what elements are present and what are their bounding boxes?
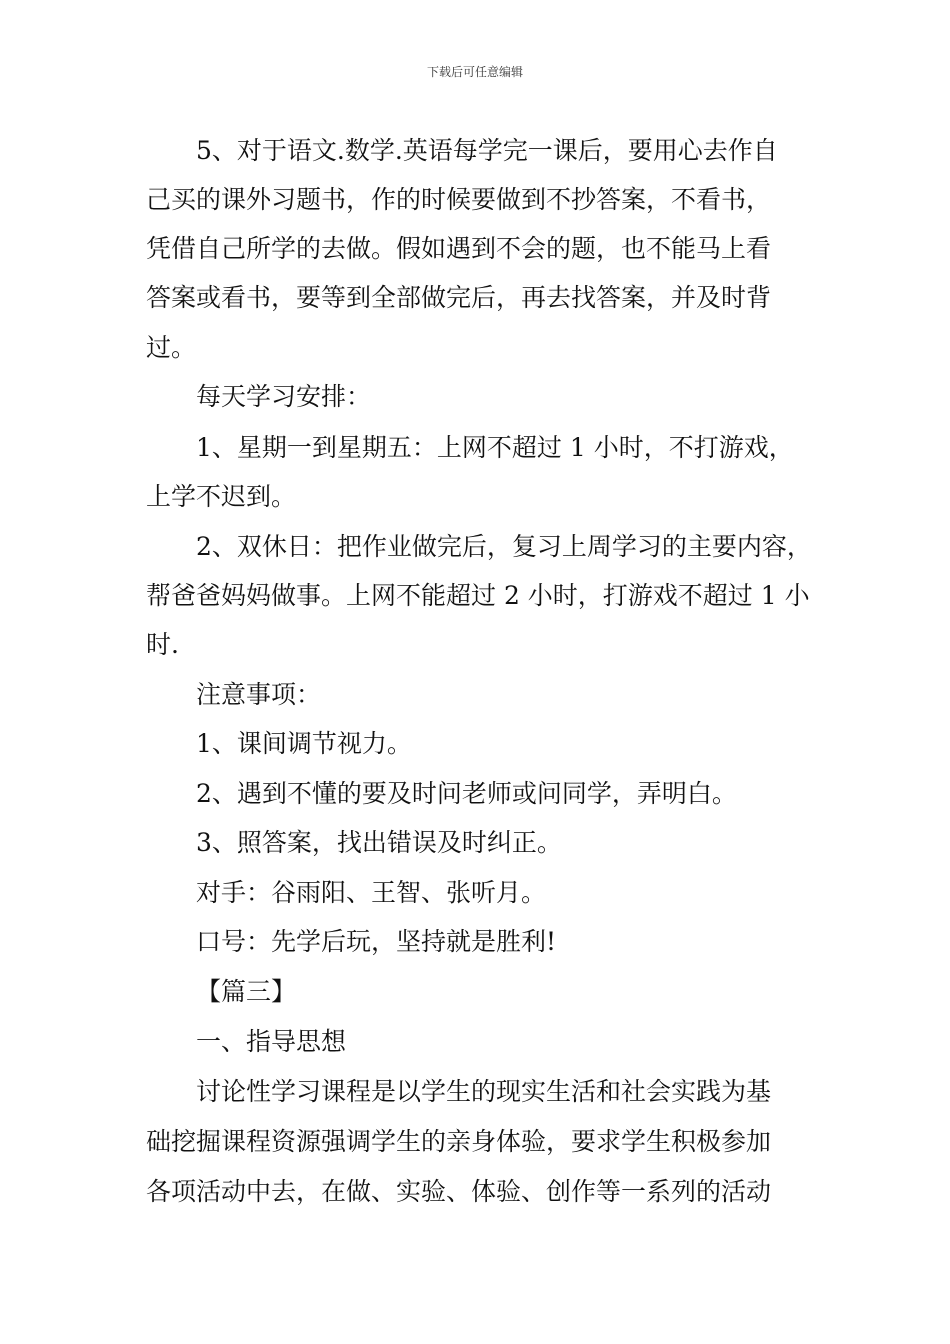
text-line: 础挖掘课程资源强调学生的亲身体验，要求学生积极参加: [146, 1127, 772, 1156]
text-line: 过。: [146, 333, 197, 362]
list-item: 3、照答案，找出错误及时纠正。: [196, 828, 562, 857]
list-item: 2、遇到不懂的要及时问老师或问同学，弄明白。: [196, 779, 737, 808]
section-heading: 注意事项：: [196, 680, 322, 709]
text-line: 5、对于语文.数学.英语每学完一课后，要用心去作自: [196, 136, 778, 165]
text-line: 1、星期一到星期五：上网不超过 1 小时，不打游戏，: [196, 433, 794, 462]
text-line: 各项活动中去，在做、实验、体验、创作等一系列的活动: [146, 1177, 772, 1206]
text-line: 时.: [146, 630, 179, 659]
text-line: 上学不迟到。: [146, 482, 297, 511]
chapter-heading: 【篇三】: [196, 977, 297, 1006]
text-line: 己买的课外习题书，作的时候要做到不抄答案，不看书，: [146, 185, 772, 214]
text-line: 对手：谷雨阳、王智、张听月。: [196, 878, 547, 907]
text-line: 答案或看书，要等到全部做完后，再去找答案，并及时背: [146, 283, 772, 312]
page-header: 下载后可任意编辑: [426, 65, 523, 79]
section-heading: 每天学习安排：: [196, 382, 372, 411]
list-item: 1、课间调节视力。: [196, 729, 412, 758]
text-line: 凭借自己所学的去做。假如遇到不会的题，也不能马上看: [146, 234, 772, 263]
text-line: 口号：先学后玩，坚持就是胜利!: [196, 927, 557, 956]
text-line: 讨论性学习课程是以学生的现实生活和社会实践为基: [196, 1077, 772, 1106]
section-heading: 一、指导思想: [196, 1027, 347, 1056]
text-line: 2、双休日：把作业做完后，复习上周学习的主要内容，: [196, 532, 812, 561]
text-line: 帮爸爸妈妈做事。上网不能超过 2 小时，打游戏不超过 1 小: [146, 581, 810, 610]
